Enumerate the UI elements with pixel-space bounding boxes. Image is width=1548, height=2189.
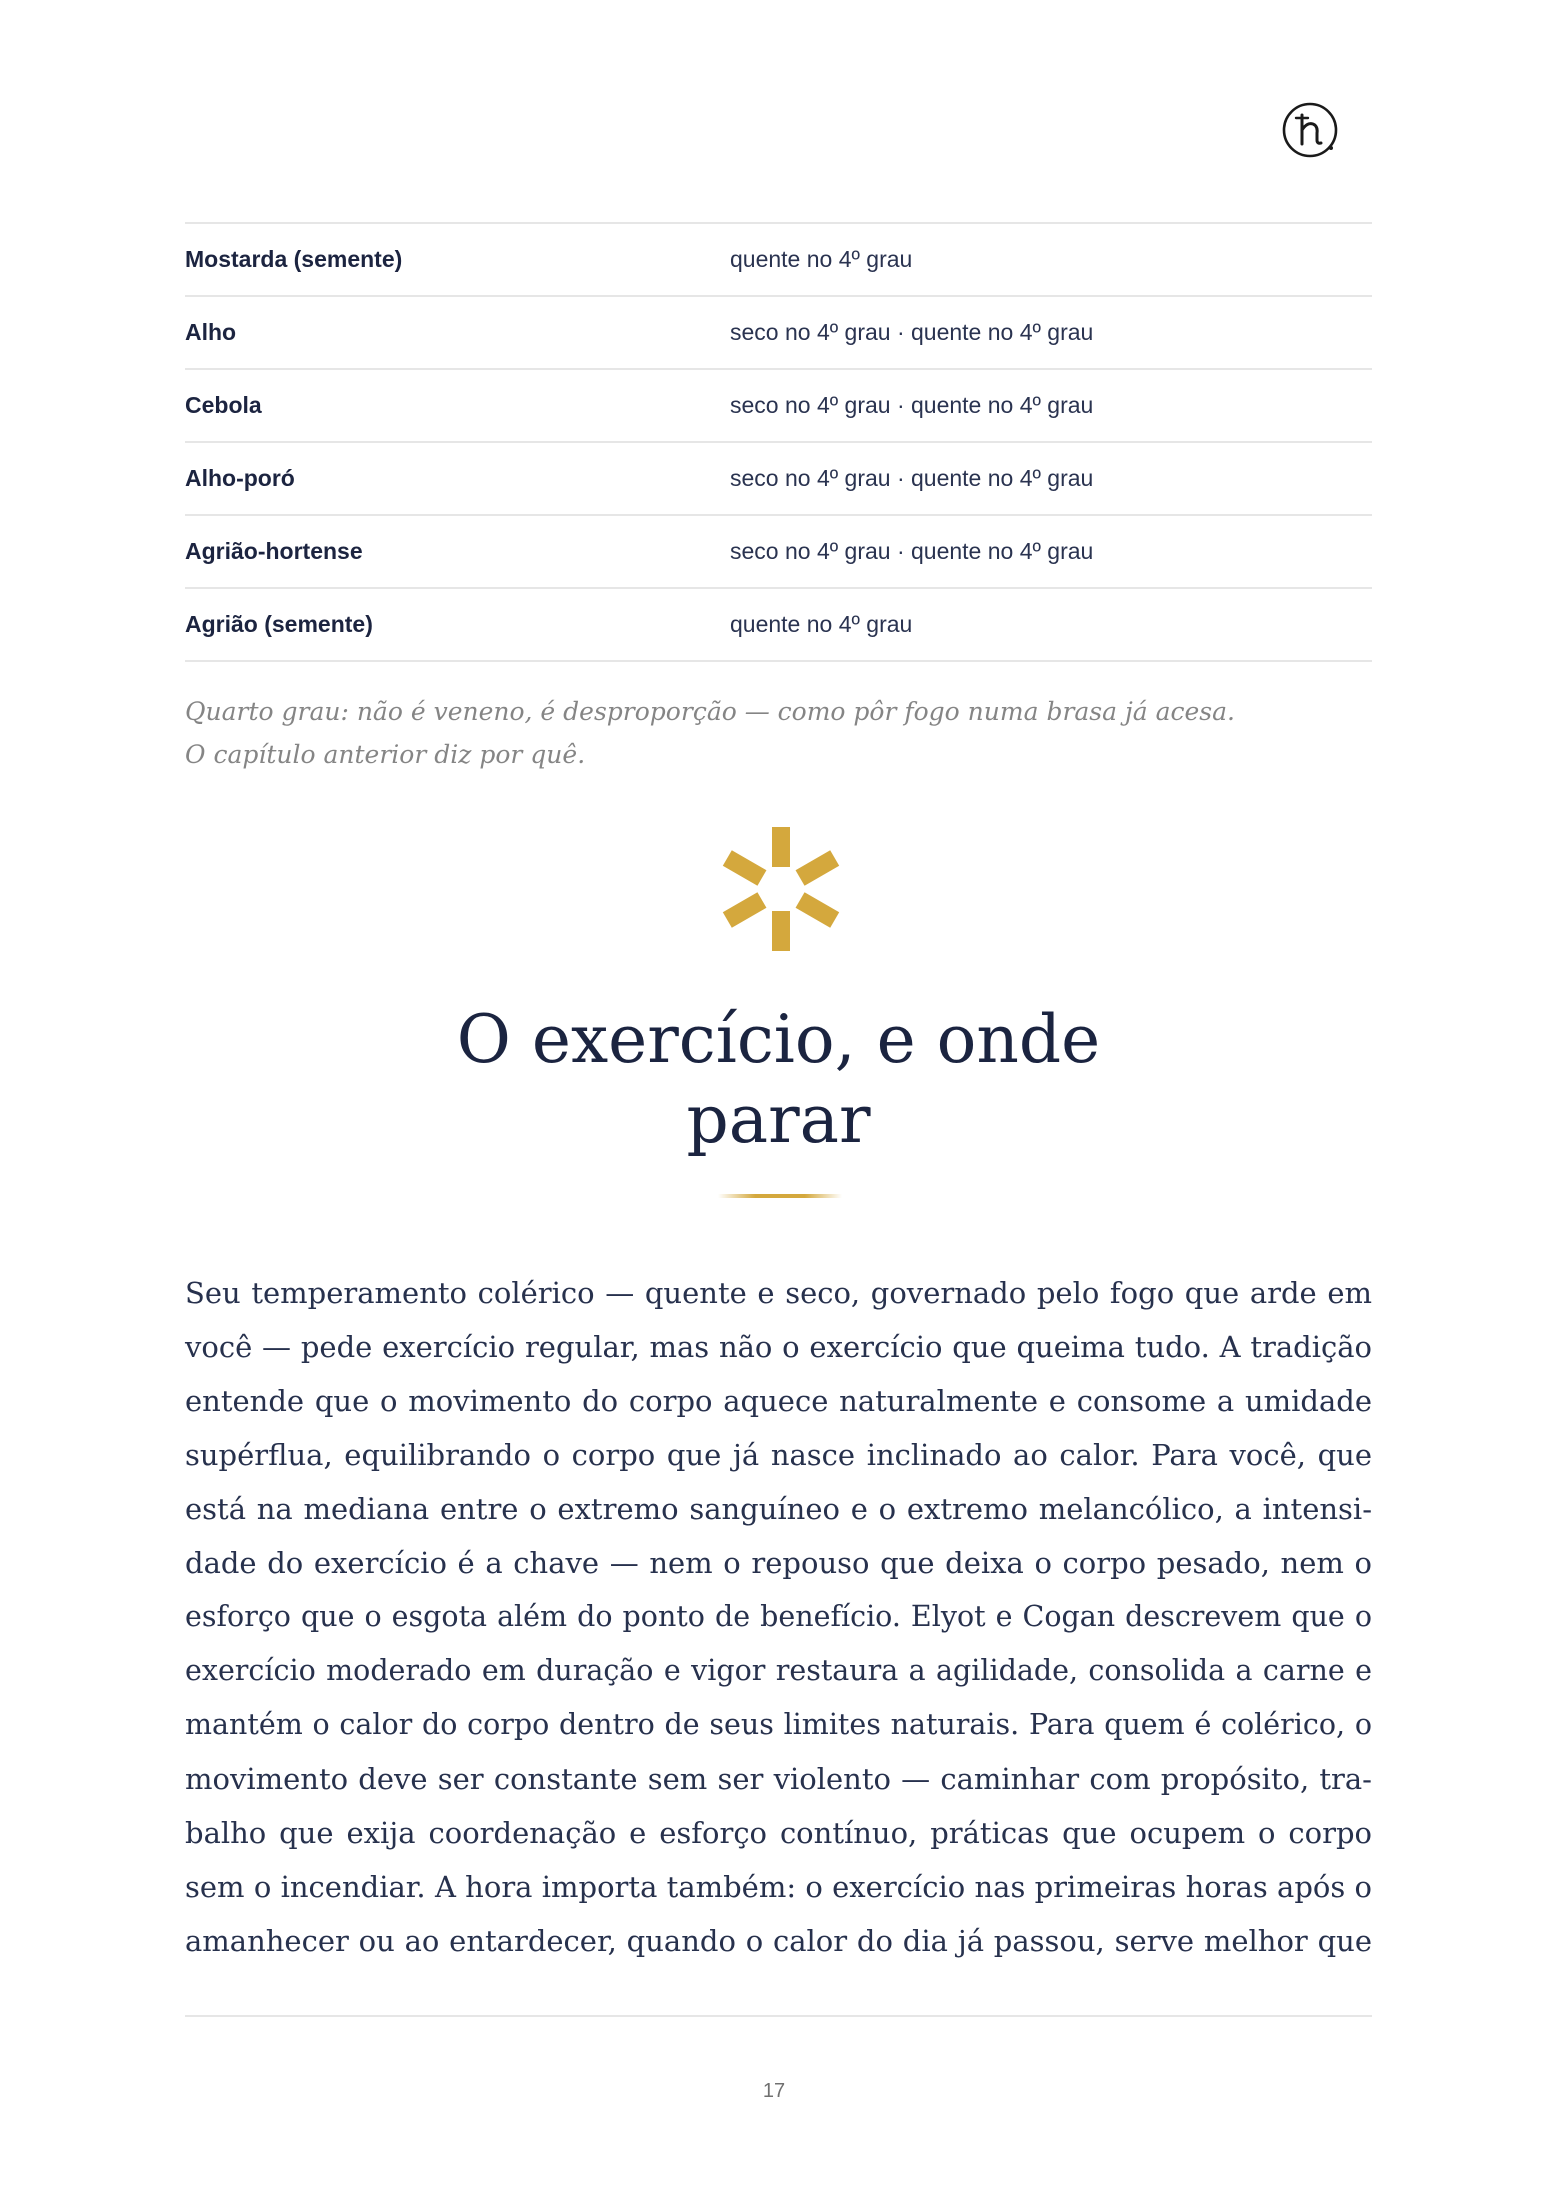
- table-row: [185, 370, 1372, 443]
- ingredient-name: Alho-poró: [185, 465, 295, 491]
- ingredient-quality: seco no 4º grau · quente no 4º grau: [730, 465, 1094, 491]
- body-line: Seu temperamento colérico — quente e seco, governado pelo fogo que arde em: [185, 1276, 1372, 1310]
- ingredient-name: Agrião-hortense: [185, 538, 363, 564]
- table-row: [185, 589, 1372, 662]
- ingredient-name: Agrião (semente): [185, 611, 373, 637]
- footer-divider: [185, 2015, 1372, 2017]
- ingredient-name: Mostarda (semente): [185, 246, 403, 272]
- body-line: amanhecer ou ao entardecer, quando o calor do dia já passou, serve melhor que: [185, 1924, 1372, 1958]
- ingredient-quality: quente no 4º grau: [730, 611, 913, 637]
- table-row: [185, 297, 1372, 370]
- body-line: exercício moderado em duração e vigor restaura a agilidade, consolida a carne e: [185, 1654, 1372, 1687]
- body-line: mantém o calor do corpo dentro de seus limites naturais. Para quem é colérico, o: [185, 1708, 1372, 1741]
- table-row: [185, 516, 1372, 589]
- section-title: [185, 1000, 1372, 1160]
- body-line: supérflua, equilibrando o corpo que já nasce inclinado ao calor. Para você, que: [185, 1438, 1372, 1472]
- section-title-line: parar: [686, 1081, 871, 1158]
- ingredient-quality: seco no 4º grau · quente no 4º grau: [730, 392, 1094, 418]
- monogram-h-icon: [1280, 100, 1340, 160]
- section-body: [185, 1266, 1372, 1968]
- asterisk-ornament-icon: [718, 826, 844, 952]
- ingredient-name: Cebola: [185, 392, 262, 418]
- body-line: dade do exercício é a chave — nem o repouso que deixa o corpo pesado, nem o: [185, 1546, 1372, 1580]
- temperature-table: [185, 222, 1372, 662]
- footnote-line: Quarto grau: não é veneno, é desproporção — como pôr fogo numa brasa já acesa.: [185, 697, 1235, 726]
- body-line: esforço que o esgota além do ponto de benefício. Elyot e Cogan descrevem que o: [185, 1600, 1372, 1633]
- body-line: entende que o movimento do corpo aquece naturalmente e consome a umidade: [185, 1384, 1372, 1418]
- body-line: balho que exija coordenação e esforço contínuo, práticas que ocupem o corpo: [185, 1816, 1372, 1850]
- table-row: [185, 224, 1372, 297]
- title-divider: [718, 1194, 842, 1198]
- body-line: sem o incendiar. A hora importa também: o exercício nas primeiras horas após o: [185, 1870, 1372, 1904]
- page-number: 17: [762, 2080, 786, 2102]
- ingredient-quality: seco no 4º grau · quente no 4º grau: [730, 319, 1094, 345]
- table-footnote: [185, 690, 1372, 776]
- ingredient-name: Alho: [185, 319, 237, 345]
- footnote-line: O capítulo anterior diz por quê.: [185, 740, 586, 769]
- ingredient-quality: seco no 4º grau · quente no 4º grau: [730, 538, 1094, 564]
- body-line: você — pede exercício regular, mas não o exercício que queima tudo. A tradição: [185, 1330, 1372, 1364]
- body-line: movimento deve ser constante sem ser violento — caminhar com propósito, tra-: [185, 1762, 1372, 1796]
- body-line: está na mediana entre o extremo sanguíneo e o extremo melancólico, a intensi-: [185, 1492, 1372, 1526]
- ingredient-quality: quente no 4º grau: [730, 246, 913, 272]
- section-title-line: O exercício, e onde: [456, 1001, 1101, 1078]
- table-row: [185, 443, 1372, 516]
